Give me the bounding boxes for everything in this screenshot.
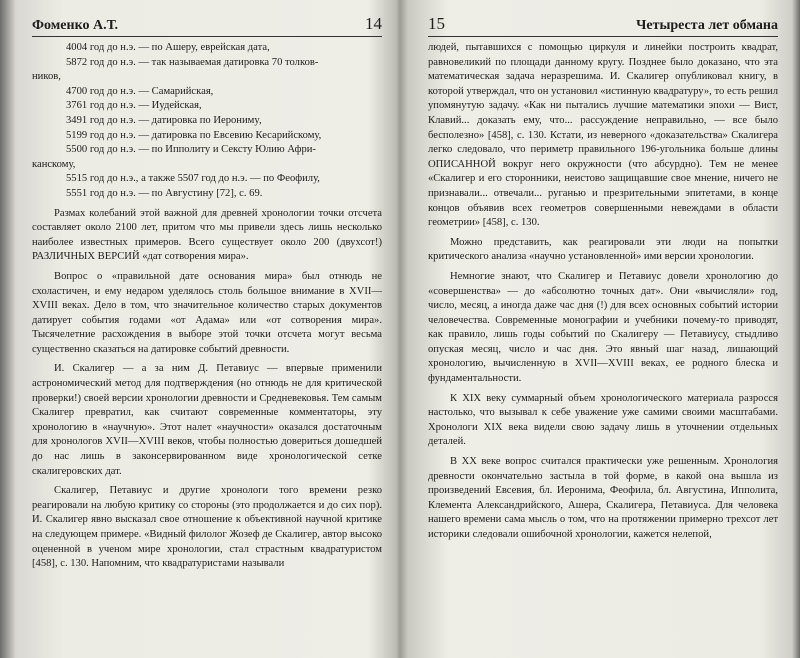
date-line: 3761 год до н.э. — Иудейская,: [66, 100, 202, 112]
paragraph: К XIX веку суммарный объем хронологического материала разросся настолько, что вызывал к себе уважение уже самими своими масштабами. Хронологи XIX века видели свою задачу лишь в уточнении отдельных деталей.: [428, 392, 778, 448]
right-page: [400, 0, 800, 658]
date-line: 5551 год до н.э. — по Августину [72], с. 69.: [66, 187, 263, 199]
paragraph: Вопрос о «правильной дате основания мира» был отнюдь не схоластичен, и ему недаром уделялось столь большое внимание в XVII—XVIII веках. Дело в том, что значительное количество старых документов датирует события годами «от Адама» или «от сотворения мира». Тысячелетние расхождения в выборе этой точки отсчета могут весьма существенно сказаться на датировке событий древности.: [32, 270, 382, 355]
date-line: 4004 год до н.э. — по Ашеру, еврейская дата,: [66, 42, 270, 53]
date-line: 5872 год до н.э. — так называемая датировка 70 толков-: [66, 56, 319, 68]
left-page-header: [32, 14, 382, 37]
date-line: 3491 год до н.э. — датировка по Иеронимy,: [66, 114, 262, 126]
right-page-body: [428, 41, 778, 543]
date-line: 5199 год до н.э. — датировка по Евсевию Кесарийскому,: [66, 129, 322, 141]
paragraph: Немногие знают, что Скалигер и Петавиус довели хронологию до «совершенства» — до «абсолютно точных дат». Они «вычисляли» год, число, месяц, а иногда даже час дня (!) для всех основных событий истории человечества. Современные монографии и учебники почему-то приводят, как правило, лишь годы событий по Скалигеру — Петавиусу, стыдливо опуская месяц, число и час дня. Это явный шаг назад, лишающий хронологию, вычисленную в XVII—XVIII веках, ее родного блеска и фундаментальности.: [428, 270, 778, 385]
paragraph: Можно представить, как реагировали эти люди на попытки критического анализа «научно установленной» ими версии хронологии.: [428, 236, 778, 263]
paragraph: Скалигер, Петавиус и другие хронологи того времени резко реагировали на любую критику со стороны (это продолжается и до сих пор). И. Скалигер явно высказал свое отношение к объективной научной критике на следующем примере. «Видный филолог Жозеф де Скалигер, автор высоко оцененной в ученом мире хронологии, стал страстным квадратуристом [458], с. 130. Напомним, что квадратуристами называли: [32, 485, 382, 570]
running-head-author: Фоменко А.Т.: [32, 18, 119, 33]
left-page-body: [32, 41, 382, 572]
paragraph: И. Скалигер — а за ним Д. Петавиус — впервые применили астрономический метод для подтверждения (но отнюдь не для критической проверки!) своей версии хронологии древности и Средневековья. Тем самым Скалигер превратил, как считают современные комментаторы, эту хронологию в «научную». Этот налет «научности» оказался достаточным для хронологов XVII—XVIII веков, чтобы полностью довериться дошедшей до нас лишь в законсервированном виде хронологической сетке скалигеровских дат.: [32, 363, 382, 477]
page-number-left: 14: [365, 14, 382, 33]
page-number-right: 15: [428, 14, 445, 33]
date-line: 5515 год до н.э., а также 5507 год до н.э. — по Феофилу,: [66, 173, 320, 185]
paragraph: людей, пытавшихся с помощью циркуля и линейки построить квадрат, равновеликий по площади данному кругу. Позднее было доказано, что эта математическая задача неразрешима. И. Скалигер опубликовал книгу, в которой утверждал, что он установил «истинную квадратуру», то есть решил упомянутую задачу. «Как ни пытались лучшие математики эпохи — Вист, Клавий... доказать ему, что... рассуждение неправильно, — все было бесполезно» [458], с. 130. Кстати, из неверного «доказательства» Скалигера легко следовало, что периметр правильного 196-угольника больше длины ОПИСАННОЙ вокруг него окружности (что абсурдно). Тем не менее «Скалигер и его сторонники, неистово защищавшие свое мнение, ничего не признавали... отвечали... руганью и презрительными эпитетами, в конце концов объявив всех геометров совершенными невеждами в области геометрии» [458], с. 130.: [428, 42, 778, 229]
paragraph: В XX веке вопрос считался практически уже решенным. Хронология древности окончательно застыла в той форме, в какой она вышла из произведений Евсевия, бл. Иеронима, Феофила, бл. Августина, Ипполита, Клемента Александрийского, Ашера, Скалигера, Петавиуса. Для человека нашего времени сама мысль о том, что на протяжении примерно трехсот лет историки следовали ошибочной хронологии, кажется нелепой,: [428, 456, 778, 540]
date-list: [32, 41, 382, 202]
date-line: канскому,: [32, 158, 76, 170]
running-head-title: Четыреста лет обмана: [636, 18, 778, 33]
date-line: ников,: [32, 71, 61, 83]
paragraph: Размах колебаний этой важной для древней хронологии точки отсчета составляет около 2100 лет, притом что мы привели здесь лишь несколько наиболее известных примеров. Всего существует около 200 (двухсот!) РАЗЛИЧНЫХ ВЕРСИЙ «дат сотворения мира».: [32, 207, 382, 263]
date-line: 5500 год до н.э. — по Ипполиту и Сексту Юлию Афри-: [66, 144, 316, 156]
date-line: 4700 год до н.э. — Самарийская,: [66, 85, 214, 97]
right-page-header: [428, 14, 778, 37]
